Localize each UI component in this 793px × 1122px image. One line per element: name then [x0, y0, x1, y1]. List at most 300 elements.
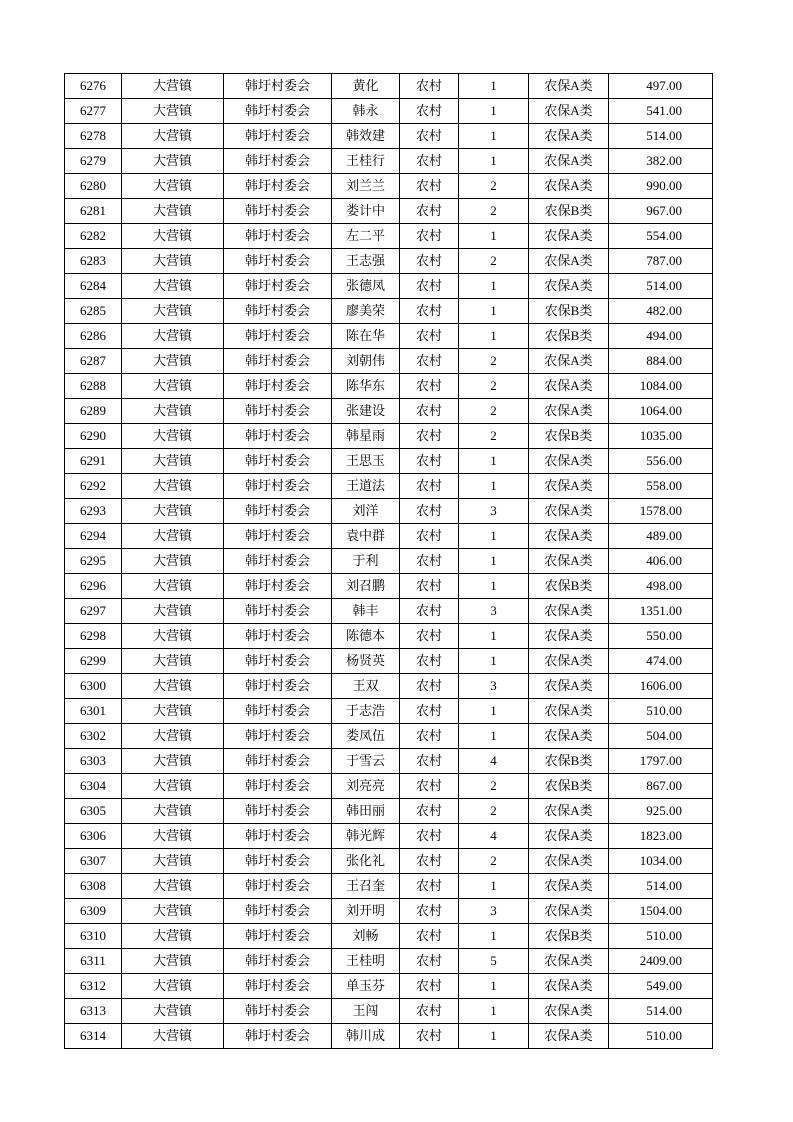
cell-village: 韩圩村委会: [224, 499, 332, 524]
cell-amount: 990.00: [609, 174, 713, 199]
cell-id: 6281: [65, 199, 122, 224]
cell-area_type: 农村: [400, 774, 459, 799]
cell-name: 单玉芬: [332, 974, 400, 999]
cell-village: 韩圩村委会: [224, 674, 332, 699]
cell-town: 大营镇: [122, 524, 224, 549]
cell-id: 6301: [65, 699, 122, 724]
cell-amount: 514.00: [609, 124, 713, 149]
table-row: [65, 499, 713, 524]
table-row: [65, 999, 713, 1024]
cell-count: 1: [459, 124, 529, 149]
cell-count: 2: [459, 774, 529, 799]
cell-amount: 510.00: [609, 924, 713, 949]
cell-area_type: 农村: [400, 749, 459, 774]
cell-insurance_type: 农保A类: [529, 149, 609, 174]
cell-area_type: 农村: [400, 349, 459, 374]
cell-village: 韩圩村委会: [224, 174, 332, 199]
cell-count: 1: [459, 874, 529, 899]
cell-village: 韩圩村委会: [224, 874, 332, 899]
cell-village: 韩圩村委会: [224, 949, 332, 974]
cell-village: 韩圩村委会: [224, 599, 332, 624]
table-row: [65, 799, 713, 824]
cell-amount: 510.00: [609, 699, 713, 724]
cell-amount: 498.00: [609, 574, 713, 599]
cell-town: 大营镇: [122, 724, 224, 749]
cell-insurance_type: 农保A类: [529, 649, 609, 674]
cell-name: 刘亮亮: [332, 774, 400, 799]
cell-insurance_type: 农保A类: [529, 874, 609, 899]
cell-town: 大营镇: [122, 799, 224, 824]
cell-id: 6290: [65, 424, 122, 449]
cell-amount: 494.00: [609, 324, 713, 349]
cell-area_type: 农村: [400, 724, 459, 749]
cell-insurance_type: 农保B类: [529, 924, 609, 949]
cell-area_type: 农村: [400, 974, 459, 999]
cell-area_type: 农村: [400, 149, 459, 174]
table-row: [65, 824, 713, 849]
cell-village: 韩圩村委会: [224, 324, 332, 349]
cell-area_type: 农村: [400, 74, 459, 99]
cell-amount: 967.00: [609, 199, 713, 224]
cell-area_type: 农村: [400, 99, 459, 124]
cell-name: 王双: [332, 674, 400, 699]
table-row: [65, 974, 713, 999]
cell-village: 韩圩村委会: [224, 149, 332, 174]
cell-village: 韩圩村委会: [224, 1024, 332, 1049]
cell-town: 大营镇: [122, 174, 224, 199]
cell-count: 3: [459, 674, 529, 699]
table-row: [65, 599, 713, 624]
cell-amount: 554.00: [609, 224, 713, 249]
cell-name: 王道法: [332, 474, 400, 499]
cell-area_type: 农村: [400, 399, 459, 424]
cell-name: 韩光辉: [332, 824, 400, 849]
table-row: [65, 874, 713, 899]
cell-id: 6296: [65, 574, 122, 599]
cell-amount: 1606.00: [609, 674, 713, 699]
cell-area_type: 农村: [400, 424, 459, 449]
cell-area_type: 农村: [400, 374, 459, 399]
cell-village: 韩圩村委会: [224, 899, 332, 924]
cell-village: 韩圩村委会: [224, 974, 332, 999]
cell-name: 陈华东: [332, 374, 400, 399]
table-row: [65, 74, 713, 99]
cell-town: 大营镇: [122, 1024, 224, 1049]
cell-name: 左二平: [332, 224, 400, 249]
cell-count: 4: [459, 824, 529, 849]
cell-id: 6283: [65, 249, 122, 274]
cell-town: 大营镇: [122, 249, 224, 274]
cell-id: 6313: [65, 999, 122, 1024]
cell-name: 陈在华: [332, 324, 400, 349]
cell-village: 韩圩村委会: [224, 749, 332, 774]
cell-town: 大营镇: [122, 224, 224, 249]
table-row: [65, 574, 713, 599]
cell-town: 大营镇: [122, 274, 224, 299]
cell-area_type: 农村: [400, 124, 459, 149]
cell-name: 刘兰兰: [332, 174, 400, 199]
table-row: [65, 949, 713, 974]
cell-id: 6280: [65, 174, 122, 199]
cell-town: 大营镇: [122, 99, 224, 124]
cell-village: 韩圩村委会: [224, 299, 332, 324]
cell-village: 韩圩村委会: [224, 374, 332, 399]
cell-amount: 787.00: [609, 249, 713, 274]
cell-amount: 1797.00: [609, 749, 713, 774]
cell-name: 韩丰: [332, 599, 400, 624]
cell-amount: 489.00: [609, 524, 713, 549]
cell-name: 王桂行: [332, 149, 400, 174]
cell-amount: 1578.00: [609, 499, 713, 524]
cell-count: 2: [459, 399, 529, 424]
cell-id: 6286: [65, 324, 122, 349]
cell-insurance_type: 农保B类: [529, 574, 609, 599]
cell-village: 韩圩村委会: [224, 724, 332, 749]
cell-id: 6292: [65, 474, 122, 499]
cell-count: 1: [459, 274, 529, 299]
cell-name: 韩永: [332, 99, 400, 124]
cell-village: 韩圩村委会: [224, 224, 332, 249]
table-row: [65, 274, 713, 299]
cell-id: 6297: [65, 599, 122, 624]
cell-village: 韩圩村委会: [224, 799, 332, 824]
cell-amount: 1823.00: [609, 824, 713, 849]
table-row: [65, 749, 713, 774]
cell-id: 6289: [65, 399, 122, 424]
cell-insurance_type: 农保A类: [529, 524, 609, 549]
cell-town: 大营镇: [122, 749, 224, 774]
table-body: [65, 74, 713, 1049]
cell-town: 大营镇: [122, 624, 224, 649]
cell-name: 王闯: [332, 999, 400, 1024]
cell-name: 刘朝伟: [332, 349, 400, 374]
cell-id: 6284: [65, 274, 122, 299]
cell-village: 韩圩村委会: [224, 524, 332, 549]
cell-id: 6306: [65, 824, 122, 849]
cell-area_type: 农村: [400, 1024, 459, 1049]
cell-amount: 474.00: [609, 649, 713, 674]
cell-village: 韩圩村委会: [224, 399, 332, 424]
cell-insurance_type: 农保B类: [529, 199, 609, 224]
table-row: [65, 549, 713, 574]
cell-town: 大营镇: [122, 874, 224, 899]
cell-village: 韩圩村委会: [224, 824, 332, 849]
cell-area_type: 农村: [400, 924, 459, 949]
cell-village: 韩圩村委会: [224, 474, 332, 499]
cell-id: 6287: [65, 349, 122, 374]
cell-area_type: 农村: [400, 549, 459, 574]
cell-town: 大营镇: [122, 199, 224, 224]
cell-id: 6300: [65, 674, 122, 699]
cell-count: 1: [459, 149, 529, 174]
cell-town: 大营镇: [122, 449, 224, 474]
cell-id: 6276: [65, 74, 122, 99]
cell-id: 6309: [65, 899, 122, 924]
table-sheet: [64, 73, 713, 1049]
cell-name: 韩星雨: [332, 424, 400, 449]
cell-name: 于雪云: [332, 749, 400, 774]
cell-area_type: 农村: [400, 574, 459, 599]
cell-amount: 514.00: [609, 999, 713, 1024]
cell-insurance_type: 农保B类: [529, 324, 609, 349]
cell-amount: 1064.00: [609, 399, 713, 424]
cell-town: 大营镇: [122, 699, 224, 724]
cell-insurance_type: 农保A类: [529, 124, 609, 149]
cell-count: 1: [459, 649, 529, 674]
table-row: [65, 324, 713, 349]
cell-town: 大营镇: [122, 999, 224, 1024]
cell-id: 6299: [65, 649, 122, 674]
cell-amount: 549.00: [609, 974, 713, 999]
cell-name: 张建设: [332, 399, 400, 424]
table-row: [65, 724, 713, 749]
table-row: [65, 99, 713, 124]
cell-insurance_type: 农保A类: [529, 674, 609, 699]
cell-id: 6278: [65, 124, 122, 149]
cell-amount: 1504.00: [609, 899, 713, 924]
cell-id: 6305: [65, 799, 122, 824]
cell-id: 6291: [65, 449, 122, 474]
cell-count: 3: [459, 599, 529, 624]
table-row: [65, 774, 713, 799]
cell-amount: 867.00: [609, 774, 713, 799]
cell-count: 1: [459, 724, 529, 749]
cell-village: 韩圩村委会: [224, 449, 332, 474]
cell-id: 6307: [65, 849, 122, 874]
cell-insurance_type: 农保A类: [529, 949, 609, 974]
cell-count: 1: [459, 924, 529, 949]
cell-insurance_type: 农保A类: [529, 824, 609, 849]
cell-name: 韩田丽: [332, 799, 400, 824]
cell-count: 2: [459, 374, 529, 399]
cell-town: 大营镇: [122, 899, 224, 924]
payment-table: [64, 73, 713, 1049]
cell-town: 大营镇: [122, 774, 224, 799]
cell-amount: 1034.00: [609, 849, 713, 874]
cell-count: 1: [459, 549, 529, 574]
cell-village: 韩圩村委会: [224, 849, 332, 874]
cell-village: 韩圩村委会: [224, 124, 332, 149]
cell-town: 大营镇: [122, 499, 224, 524]
table-row: [65, 224, 713, 249]
cell-village: 韩圩村委会: [224, 74, 332, 99]
cell-amount: 541.00: [609, 99, 713, 124]
cell-village: 韩圩村委会: [224, 274, 332, 299]
cell-name: 刘洋: [332, 499, 400, 524]
table-row: [65, 249, 713, 274]
cell-id: 6282: [65, 224, 122, 249]
cell-count: 3: [459, 499, 529, 524]
table-row: [65, 699, 713, 724]
cell-area_type: 农村: [400, 499, 459, 524]
cell-id: 6277: [65, 99, 122, 124]
cell-area_type: 农村: [400, 599, 459, 624]
cell-name: 韩川成: [332, 1024, 400, 1049]
cell-insurance_type: 农保A类: [529, 699, 609, 724]
cell-insurance_type: 农保A类: [529, 549, 609, 574]
cell-town: 大营镇: [122, 149, 224, 174]
cell-id: 6303: [65, 749, 122, 774]
cell-name: 王桂明: [332, 949, 400, 974]
cell-amount: 504.00: [609, 724, 713, 749]
cell-name: 张化礼: [332, 849, 400, 874]
cell-area_type: 农村: [400, 224, 459, 249]
cell-id: 6302: [65, 724, 122, 749]
table-row: [65, 924, 713, 949]
cell-town: 大营镇: [122, 599, 224, 624]
cell-village: 韩圩村委会: [224, 649, 332, 674]
cell-area_type: 农村: [400, 624, 459, 649]
table-row: [65, 649, 713, 674]
cell-insurance_type: 农保A类: [529, 249, 609, 274]
cell-count: 1: [459, 974, 529, 999]
cell-village: 韩圩村委会: [224, 699, 332, 724]
table-row: [65, 399, 713, 424]
cell-count: 2: [459, 424, 529, 449]
cell-area_type: 农村: [400, 449, 459, 474]
cell-count: 5: [459, 949, 529, 974]
table-row: [65, 199, 713, 224]
cell-village: 韩圩村委会: [224, 99, 332, 124]
cell-town: 大营镇: [122, 424, 224, 449]
cell-insurance_type: 农保B类: [529, 749, 609, 774]
cell-town: 大营镇: [122, 324, 224, 349]
cell-area_type: 农村: [400, 199, 459, 224]
cell-area_type: 农村: [400, 649, 459, 674]
cell-name: 刘开明: [332, 899, 400, 924]
cell-id: 6310: [65, 924, 122, 949]
cell-area_type: 农村: [400, 849, 459, 874]
cell-count: 1: [459, 474, 529, 499]
cell-village: 韩圩村委会: [224, 249, 332, 274]
cell-count: 1: [459, 1024, 529, 1049]
table-row: [65, 899, 713, 924]
cell-name: 刘畅: [332, 924, 400, 949]
table-row: [65, 299, 713, 324]
cell-amount: 556.00: [609, 449, 713, 474]
cell-insurance_type: 农保A类: [529, 399, 609, 424]
cell-amount: 510.00: [609, 1024, 713, 1049]
cell-area_type: 农村: [400, 999, 459, 1024]
cell-insurance_type: 农保A类: [529, 274, 609, 299]
cell-count: 1: [459, 699, 529, 724]
cell-count: 1: [459, 224, 529, 249]
cell-amount: 925.00: [609, 799, 713, 824]
cell-amount: 406.00: [609, 549, 713, 574]
table-row: [65, 624, 713, 649]
cell-name: 刘召鹏: [332, 574, 400, 599]
cell-id: 6312: [65, 974, 122, 999]
cell-insurance_type: 农保A类: [529, 474, 609, 499]
cell-village: 韩圩村委会: [224, 199, 332, 224]
cell-amount: 382.00: [609, 149, 713, 174]
cell-town: 大营镇: [122, 124, 224, 149]
table-row: [65, 374, 713, 399]
table-row: [65, 449, 713, 474]
cell-area_type: 农村: [400, 474, 459, 499]
cell-insurance_type: 农保A类: [529, 799, 609, 824]
cell-amount: 2409.00: [609, 949, 713, 974]
cell-name: 杨贤英: [332, 649, 400, 674]
cell-name: 王思玉: [332, 449, 400, 474]
table-row: [65, 474, 713, 499]
cell-area_type: 农村: [400, 249, 459, 274]
cell-area_type: 农村: [400, 299, 459, 324]
cell-name: 于志浩: [332, 699, 400, 724]
cell-amount: 884.00: [609, 349, 713, 374]
cell-insurance_type: 农保A类: [529, 724, 609, 749]
cell-village: 韩圩村委会: [224, 924, 332, 949]
cell-count: 1: [459, 99, 529, 124]
cell-count: 2: [459, 199, 529, 224]
cell-count: 1: [459, 624, 529, 649]
cell-insurance_type: 农保A类: [529, 74, 609, 99]
cell-village: 韩圩村委会: [224, 999, 332, 1024]
cell-insurance_type: 农保A类: [529, 374, 609, 399]
cell-count: 2: [459, 349, 529, 374]
cell-village: 韩圩村委会: [224, 574, 332, 599]
cell-name: 韩效建: [332, 124, 400, 149]
cell-count: 3: [459, 899, 529, 924]
cell-count: 2: [459, 849, 529, 874]
cell-count: 1: [459, 449, 529, 474]
cell-area_type: 农村: [400, 874, 459, 899]
cell-count: 1: [459, 999, 529, 1024]
cell-area_type: 农村: [400, 799, 459, 824]
cell-insurance_type: 农保A类: [529, 1024, 609, 1049]
cell-town: 大营镇: [122, 74, 224, 99]
cell-amount: 558.00: [609, 474, 713, 499]
cell-id: 6295: [65, 549, 122, 574]
cell-id: 6308: [65, 874, 122, 899]
cell-insurance_type: 农保A类: [529, 449, 609, 474]
cell-name: 王志强: [332, 249, 400, 274]
cell-town: 大营镇: [122, 299, 224, 324]
table-row: [65, 1024, 713, 1049]
cell-id: 6304: [65, 774, 122, 799]
cell-amount: 1035.00: [609, 424, 713, 449]
cell-town: 大营镇: [122, 849, 224, 874]
cell-id: 6288: [65, 374, 122, 399]
cell-village: 韩圩村委会: [224, 549, 332, 574]
cell-insurance_type: 农保A类: [529, 899, 609, 924]
cell-area_type: 农村: [400, 699, 459, 724]
cell-insurance_type: 农保A类: [529, 224, 609, 249]
cell-name: 张德凤: [332, 274, 400, 299]
table-row: [65, 149, 713, 174]
table-row: [65, 174, 713, 199]
cell-village: 韩圩村委会: [224, 424, 332, 449]
cell-town: 大营镇: [122, 649, 224, 674]
cell-count: 2: [459, 799, 529, 824]
cell-area_type: 农村: [400, 524, 459, 549]
cell-count: 1: [459, 574, 529, 599]
table-row: [65, 524, 713, 549]
cell-insurance_type: 农保B类: [529, 299, 609, 324]
table-row: [65, 124, 713, 149]
cell-area_type: 农村: [400, 274, 459, 299]
cell-village: 韩圩村委会: [224, 349, 332, 374]
cell-area_type: 农村: [400, 674, 459, 699]
cell-id: 6293: [65, 499, 122, 524]
cell-village: 韩圩村委会: [224, 624, 332, 649]
cell-town: 大营镇: [122, 824, 224, 849]
cell-name: 娄计中: [332, 199, 400, 224]
cell-amount: 1351.00: [609, 599, 713, 624]
cell-insurance_type: 农保A类: [529, 624, 609, 649]
table-row: [65, 674, 713, 699]
cell-amount: 497.00: [609, 74, 713, 99]
